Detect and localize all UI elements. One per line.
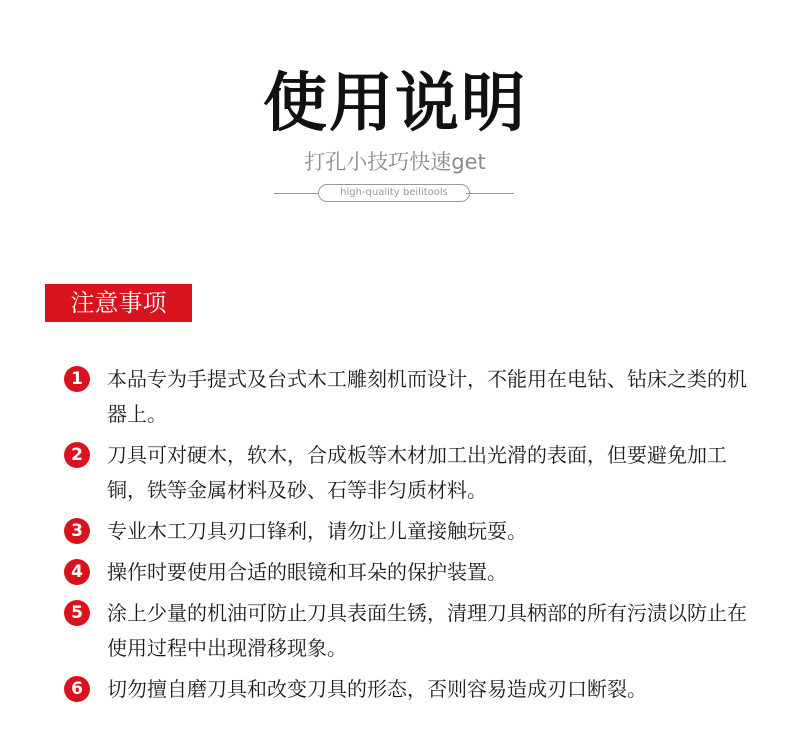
note-item — [64, 596, 754, 666]
page-title: 使用说明 — [263, 67, 527, 141]
note-text: 本品专为手提式及台式木工雕刻机而设计，不能用在电钻、钻床之类的机器上。 — [107, 367, 747, 426]
note-number-badge: 2 — [64, 442, 90, 468]
note-item — [64, 362, 754, 432]
tagline-divider-right — [466, 193, 514, 194]
notes-list — [64, 362, 754, 713]
page-subtitle: 打孔小技巧快速get — [304, 150, 486, 174]
note-item — [64, 555, 754, 590]
note-item — [64, 672, 754, 707]
note-item — [64, 514, 754, 549]
tagline-pill: high-quality beilitools — [318, 184, 470, 202]
tagline-divider-left — [274, 193, 322, 194]
note-number-badge: 4 — [64, 559, 90, 585]
note-number-badge: 6 — [64, 676, 90, 702]
note-text: 切勿擅自磨刀具和改变刀具的形态，否则容易造成刃口断裂。 — [107, 677, 647, 701]
note-text: 专业木工刀具刃口锋利，请勿让儿童接触玩耍。 — [107, 519, 527, 543]
note-text: 刀具可对硬木，软木，合成板等木材加工出光滑的表面，但要避免加工铜，铁等金属材料及砂、石等非匀质材料。 — [107, 443, 727, 502]
note-number-badge: 1 — [64, 366, 90, 392]
note-number-badge: 3 — [64, 518, 90, 544]
note-number-badge: 5 — [64, 600, 90, 626]
note-text: 涂上少量的机油可防止刀具表面生锈，清理刀具柄部的所有污渍以防止在使用过程中出现滑移现象。 — [107, 601, 747, 660]
section-title: 注意事项 — [45, 284, 192, 322]
note-item — [64, 438, 754, 508]
tagline-decoration — [274, 184, 514, 202]
note-text: 操作时要使用合适的眼镜和耳朵的保护装置。 — [107, 560, 507, 584]
